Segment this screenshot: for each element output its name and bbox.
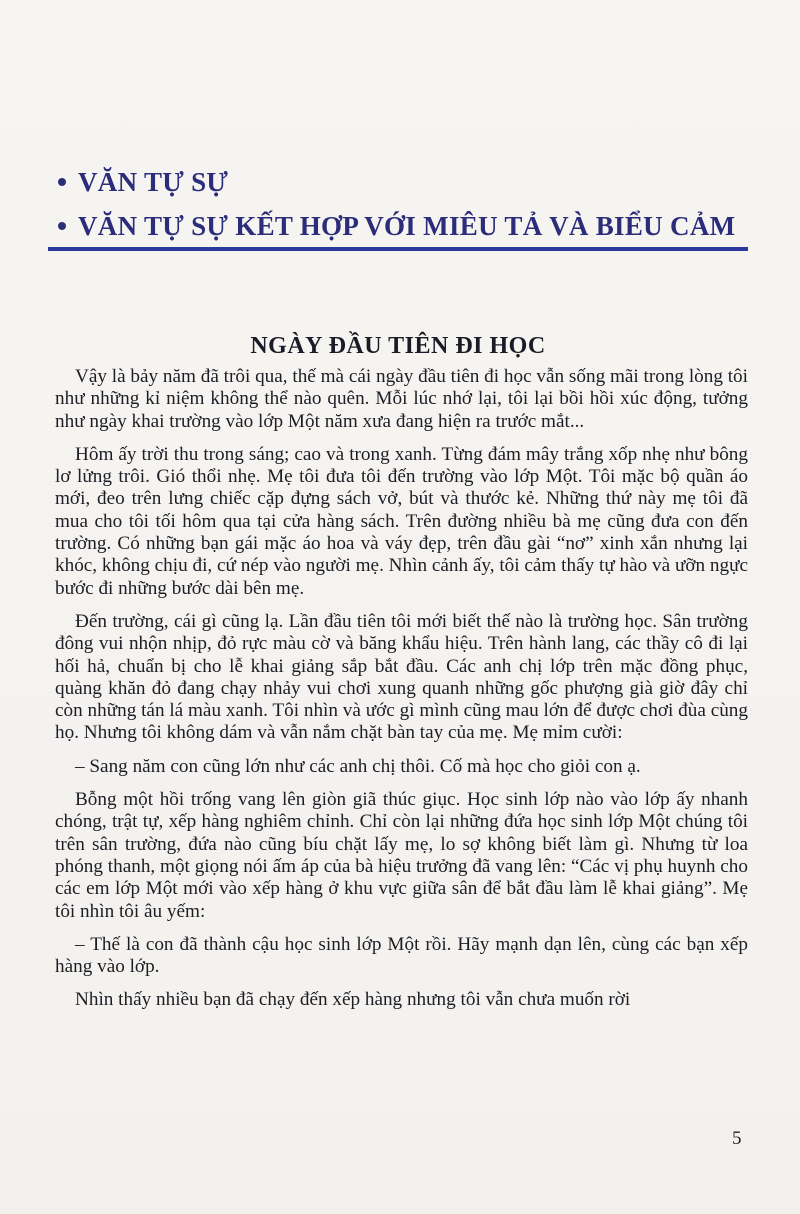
bullet-icon [58,178,66,186]
paragraph-6: – Thế là con đã thành cậu học sinh lớp Một rồi. Hãy mạnh dạn lên, cùng các bạn xếp hàng vào lớp. [55,933,748,978]
paragraph-7: Nhìn thấy nhiều bạn đã chạy đến xếp hàng nhưng tôi vẫn chưa muốn rời [75,989,631,1011]
header-line-2 [48,204,748,248]
paragraph-3: Đến trường, cái gì cũng lạ. Lần đầu tiên tôi mới biết thế nào là trường học. Sân trường đông vui nhộn nhịp, đỏ rực màu cờ và băng khẩu hiệu. Trên hành lang, các thầy cô đi lại hối hả, chuẩn bị cho lễ khai giảng sắp bắt đầu. Các anh chị lớp trên mặc đồng phục, quàng khăn đỏ đang chạy nhảy vui chơi xung quanh những gốc phượng già giờ đây chỉ còn những tán lá màu xanh. Tôi nhìn và ước gì mình cũng mau lớn để được chơi đùa cùng họ. Nhưng tôi không dám và vẫn nắm chặt bàn tay của mẹ. Mẹ mỉm cười: [55,610,748,744]
bullet-icon [58,222,66,230]
essay-body [55,366,748,1023]
header-line-1 [48,160,748,204]
section-header [48,160,748,248]
paragraph-5: Bỗng một hồi trống vang lên giòn giã thúc giục. Học sinh lớp nào vào lớp ấy nhanh chóng, trật tự, xếp hàng nghiêm chỉnh. Chỉ còn lại những đứa học sinh lớp Một chúng tôi trên sân trường, đứa nào cũng bíu chặt lấy mẹ, lo sợ không biết làm gì. Nhưng từ loa phóng thanh, một giọng nói ấm áp của bà hiệu trưởng đã vang lên: “Các vị phụ huynh cho các em lớp Một mới vào xếp hàng ở khu vực giữa sân để bắt đầu làm lễ khai giảng”. Mẹ tôi nhìn tôi âu yếm: [55,789,748,922]
header-divider [48,247,748,251]
paragraph-2: Hôm ấy trời thu trong sáng; cao và trong xanh. Từng đám mây trắng xốp nhẹ như bông lơ lửng trôi. Gió thổi nhẹ. Mẹ tôi đưa tôi đến trường vào lớp Một. Tôi mặc bộ quần áo mới, đeo trên lưng chiếc cặp đựng sách vở, bút và thước kẻ. Những thứ này mẹ tôi đã mua cho tôi tối hôm qua tại cửa hàng sách. Trên đường nhiều bà mẹ cũng đưa con đến trường. Có những bạn gái mặc áo hoa và váy đẹp, trên đầu gài “nơ” xinh xắn nhưng lại khóc, không chịu đi, cứ nép vào người mẹ. Nhìn cảnh ấy, tôi cảm thấy tự hào và ưỡn ngực bước đi những bước dài bên mẹ. [55,443,748,599]
header-text-2: VĂN TỰ SỰ KẾT HỢP VỚI MIÊU TẢ VÀ BIỂU CẢM [78,210,736,241]
page-number: 5 [732,1128,742,1149]
paragraph-4: – Sang năm con cũng lớn như các anh chị thôi. Cố mà học cho giỏi con ạ. [75,755,641,777]
essay-title: NGÀY ĐẦU TIÊN ĐI HỌC [250,333,546,359]
paragraph-1: Vậy là bảy năm đã trôi qua, thế mà cái ngày đầu tiên đi học vẫn sống mãi trong lòng tôi như những kỉ niệm không thể nào quên. Mỗi lúc nhớ lại, tôi lại bồi hồi xúc động, tưởng như ngày khai trường vào lớp Một năm xưa đang hiện ra trước mắt... [55,366,748,432]
header-text-1: VĂN TỰ SỰ [78,166,229,197]
